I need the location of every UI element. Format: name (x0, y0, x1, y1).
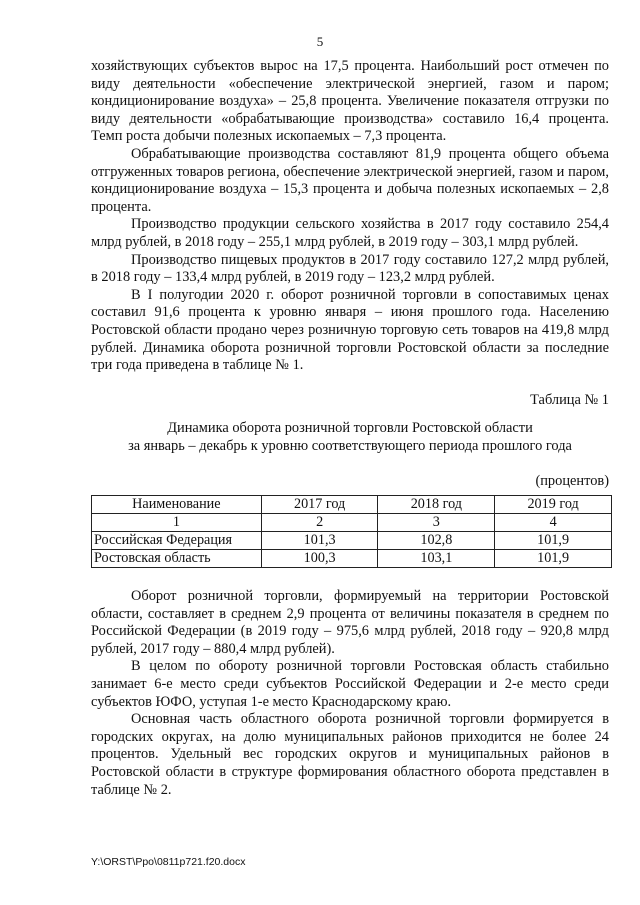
header-2019: 2019 год (495, 496, 612, 514)
paragraph-retail-turnover: В I полугодии 2020 г. оборот розничной торговли в сопоставимых ценах составил 91,6 процента к уровню января – июня прошлого года. Населению Ростовской области продано через розничную торговую сеть товаров на 419,8 млрд рублей. Динамика оборота розничной торговли Ростовской области за последние три года приведена в таблице № 1. (91, 286, 609, 374)
header-2018: 2018 год (378, 496, 495, 514)
table-column-numbers-row (92, 514, 612, 532)
row-value: 103,1 (378, 550, 495, 568)
footer-file-path: Y:\ORST\Ppo\0811p721.f20.docx (91, 856, 246, 868)
paragraph-regional-share: Оборот розничной торговли, формируемый на территории Ростовской области, составляет в среднем 2,9 процента от величины показателя в среднем по Российской Федерации (в 2019 году – 975,6 млрд рублей, 2018 году – 920,8 млрд рублей, 2017 году – 880,4 млрд рублей). (91, 588, 609, 657)
paragraph-agriculture: Производство продукции сельского хозяйства в 2017 году составило 254,4 млрд рублей, в 2018 году – 255,1 млрд рублей, в 2019 году – 303,1 млрд рублей. (91, 216, 609, 250)
column-number: 1 (92, 514, 262, 532)
table-caption-line1: Динамика оборота розничной торговли Ростовской области (167, 420, 533, 437)
row-value: 102,8 (378, 532, 495, 550)
table-caption (91, 420, 609, 455)
table-units: (процентов) (535, 473, 609, 490)
row-value: 101,9 (495, 550, 612, 568)
row-value: 101,9 (495, 532, 612, 550)
paragraph-ranking: В целом по обороту розничной торговли Ростовская область стабильно занимает 6-е место среди субъектов Российской Федерации и 2-е место среди субъектов ЮФО, уступая 1-е место Краснодарскому краю. (91, 658, 609, 710)
table-label: Таблица № 1 (530, 391, 609, 408)
header-2017: 2017 год (261, 496, 378, 514)
retail-dynamics-table (91, 495, 612, 568)
page-number: 5 (316, 34, 324, 49)
document-body (91, 58, 609, 799)
column-number: 3 (378, 514, 495, 532)
table-row (92, 550, 612, 568)
paragraph-continuation: хозяйствующих субъектов вырос на 17,5 процента. Наибольший рост отмечен по виду деятельности «обеспечение электрической энергией, газом и паром; кондиционирование воздуха» – 25,8 процента. Увеличение показателя отгрузки по виду деятельности «обрабатывающие производства» составило 16,4 процента. Темп роста добычи полезных ископаемых – 7,3 процента. (91, 58, 609, 145)
row-name: Ростовская область (92, 550, 262, 568)
column-number: 4 (495, 514, 612, 532)
paragraph-food-production: Производство пищевых продуктов в 2017 году составило 127,2 млрд рублей, в 2018 году – 133,4 млрд рублей, в 2019 году – 123,2 млрд рублей. (91, 251, 609, 286)
row-name: Российская Федерация (92, 532, 262, 550)
paragraph-structure: Основная часть областного оборота розничной торговли формируется в городских округах, на долю муниципальных районов приходится не более 24 процентов. Удельный вес городских округов и муниципальных районов в Ростовской области в структуре формирования областного оборота представлен в таблице № 2. (91, 711, 609, 798)
column-number: 2 (261, 514, 378, 532)
table-caption-line2: за январь – декабрь к уровню соответствующего периода прошлого года (128, 437, 572, 454)
paragraph-manufacturing-share: Обрабатывающие производства составляют 81,9 процента общего объема отгруженных товаров региона, обеспечение электрической энергией, газом и паром, кондиционирование воздуха – 15,3 процента и добыча полезных ископаемых – 2,8 процента. (91, 145, 609, 215)
table-row (92, 532, 612, 550)
header-name: Наименование (92, 496, 262, 514)
table-header-row (92, 496, 612, 514)
row-value: 100,3 (261, 550, 378, 568)
row-value: 101,3 (261, 532, 378, 550)
